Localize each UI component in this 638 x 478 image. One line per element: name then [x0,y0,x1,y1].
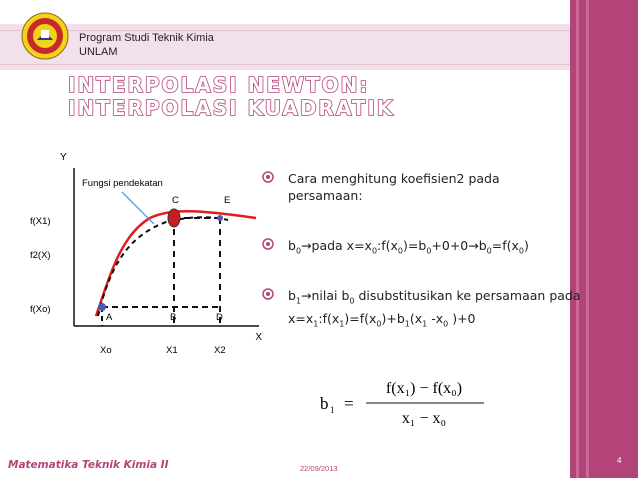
footer-date: 22/09/2013 [300,464,338,473]
footer-course: Matematika Teknik Kimia II [8,459,169,471]
point-label-e: E [224,195,231,206]
page-number: 4 [617,456,622,465]
institution-name: UNLAM [79,46,118,58]
y-tick-fx0: f(Xo) [30,304,51,315]
x-axis-label: X [255,332,262,343]
interpolation-graph [24,148,264,360]
bullet-text-2: $b_0\to pada$ $x=x_0:f(x_0)=b_0+0+0\to b_0=f(x_0)$ [288,238,529,256]
y-tick-f2x: f2(X) [30,250,51,261]
y-tick-fx1: f(X1) [30,216,51,227]
y-axis-label: Y [60,152,67,163]
bullet-text-1: Cara menghitung koefisien2 pada persamaan: [288,171,500,203]
coefficient-formula [318,377,488,429]
point-label-d: D [216,312,223,323]
point-label-b: B [170,312,177,323]
formula-numerator: f(x₁) − f(x₀) [385,380,463,397]
formula-equals: = [344,394,354,413]
slide-title [68,74,394,120]
title-line-1: INTERPOLASI NEWTON: [68,73,370,97]
bullet-text-3: $b_1\to nilai$ $b_0$ disubstitusikan ke persamaan pada $x=x_1:f(x_1)=f(x_0)+b_1(x_1$ $-x_0$ )+0 [288,288,581,328]
curve-label: Fungsi pendekatan [82,178,163,189]
bullet-icon [262,288,274,300]
approximation-curve [98,217,228,316]
formula-denominator: x₁ − x₀ [401,410,447,427]
point-a [98,303,106,311]
header-text [79,31,214,59]
x-tick-x0: Xo [100,345,112,356]
point-e [217,215,223,221]
title-line-2: INTERPOLASI KUADRATIK [68,96,395,120]
point-label-c: C [172,195,179,206]
x-tick-x2: X2 [214,345,226,356]
bullet-item [262,237,588,260]
bullet-item [262,170,568,204]
header-band-line [0,64,570,65]
point-c [168,209,180,227]
formula-lhs: b [320,394,329,413]
label-pointer [122,192,154,224]
program-name: Program Studi Teknik Kimia [79,32,214,44]
university-seal-logo [21,12,69,60]
bullet-icon [262,238,274,250]
bullet-item [262,287,588,332]
bullet-icon [262,171,274,183]
x-tick-x1: X1 [166,345,178,356]
formula-lhs-sub: 1 [330,405,335,415]
point-label-a: A [106,312,113,323]
